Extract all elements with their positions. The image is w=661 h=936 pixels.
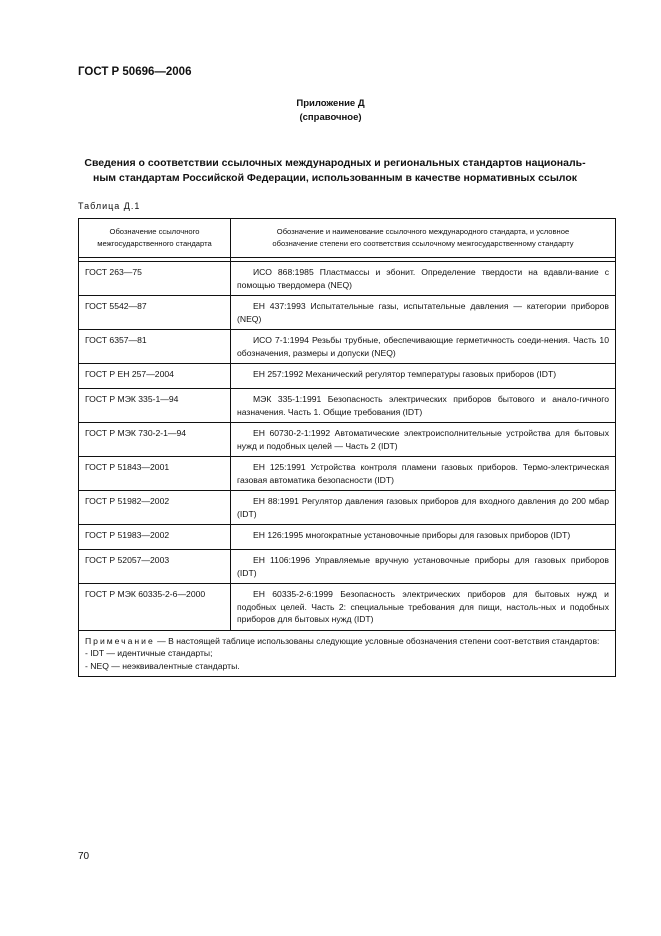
page-number: 70 — [78, 851, 90, 862]
table-row — [79, 262, 616, 296]
section-title-line-1: Сведения о соответствии ссылочных международных и региональных стандартов националь- — [84, 157, 586, 169]
table-header-row — [79, 219, 616, 258]
table-row — [79, 584, 616, 631]
table-note-row — [79, 630, 616, 677]
section-title — [70, 156, 600, 186]
column-header-gost: Обозначение ссылочного межгосударственного стандарта — [79, 219, 231, 258]
table-row — [79, 525, 616, 550]
reference-cell: ЕН 126:1995 многократные установочные приборы для газовых приборов (IDT) — [231, 525, 616, 550]
reference-cell: ЕН 125:1991 Устройства контроля пламени газовых приборов. Термо-электрическая газовая автоматика безопасности (IDT) — [231, 457, 616, 491]
reference-cell: ЕН 60730-2-1:1992 Автоматические электроисполнительные устройства для бытовых нужд и подобных целей — Часть 2 (IDT) — [231, 423, 616, 457]
gost-cell: ГОСТ Р МЭК 730-2-1—94 — [79, 423, 231, 457]
table-row — [79, 550, 616, 584]
note-item-neq: - NEQ — неэквивалентные стандарты. — [85, 660, 240, 671]
note-item-idt: - IDT — идентичные стандарты; — [85, 648, 213, 658]
appendix-heading — [0, 97, 661, 125]
table-row — [79, 457, 616, 491]
reference-cell: ИСО 7-1:1994 Резьбы трубные, обеспечивающие герметичность соеди-нения. Часть 10 обозначения, размеры и допуски (NEQ) — [231, 330, 616, 364]
gost-cell: ГОСТ Р 51983—2002 — [79, 525, 231, 550]
table-row — [79, 491, 616, 525]
gost-cell: ГОСТ Р МЭК 335-1—94 — [79, 389, 231, 423]
standards-table — [78, 218, 616, 677]
reference-cell: ЕН 257:1992 Механический регулятор температуры газовых приборов (IDT) — [231, 364, 616, 389]
table-row — [79, 296, 616, 330]
note-label: Примечание — [85, 635, 155, 646]
table-row — [79, 330, 616, 364]
reference-cell: ЕН 1106:1996 Управляемые вручную установочные приборы для газовых приборов (IDT) — [231, 550, 616, 584]
appendix-subtitle: (справочное) — [299, 112, 362, 123]
reference-cell: ИСО 868:1985 Пластмассы и эбонит. Определение твердости на вдавли-вание с помощью твердомера (NEQ) — [231, 262, 616, 296]
column-header-reference: Обозначение и наименование ссылочного международного стандарта, и условное обозначение степени его соответствия ссылочному межгосударственному стандарту — [231, 219, 616, 258]
gost-cell: ГОСТ Р ЕН 257—2004 — [79, 364, 231, 389]
gost-cell: ГОСТ Р 52057—2003 — [79, 550, 231, 584]
table-row — [79, 389, 616, 423]
reference-cell: ЕН 437:1993 Испытательные газы, испытательные давления — категории приборов (NEQ) — [231, 296, 616, 330]
reference-cell: МЭК 335-1:1991 Безопасность электрических приборов бытового и анало-гичного назначения. Часть 1. Общие требования (IDT) — [231, 389, 616, 423]
appendix-title: Приложение Д — [296, 98, 365, 109]
document-code: ГОСТ Р 50696—2006 — [78, 66, 192, 78]
gost-cell: ГОСТ Р 51843—2001 — [79, 457, 231, 491]
section-title-line-2: ным стандартам Российской Федерации, использованным в качестве нормативных ссылок — [92, 172, 577, 184]
reference-cell: ЕН 88:1991 Регулятор давления газовых приборов для входного давления до 200 мбар (IDT) — [231, 491, 616, 525]
gost-cell: ГОСТ Р МЭК 60335-2-6—2000 — [79, 584, 231, 631]
gost-cell: ГОСТ 263—75 — [79, 262, 231, 296]
table-caption: Таблица Д.1 — [78, 201, 141, 211]
gost-cell: ГОСТ Р 51982—2002 — [79, 491, 231, 525]
table-note — [79, 630, 616, 677]
note-text — [85, 635, 609, 648]
table-row — [79, 423, 616, 457]
gost-cell: ГОСТ 6357—81 — [79, 330, 231, 364]
table-row — [79, 364, 616, 389]
gost-cell: ГОСТ 5542—87 — [79, 296, 231, 330]
note-body: — В настоящей таблице использованы следующие условные обозначения степени соот-ветствия стандартов: — [154, 635, 600, 646]
table-body — [79, 258, 616, 677]
reference-cell: ЕН 60335-2-6:1999 Безопасность электрических приборов для бытовых нужд и подобных целей. Часть 2: специальные требования для пищи, настоль-ных и подобных приборов для бытовых нужд (IDT) — [231, 584, 616, 631]
